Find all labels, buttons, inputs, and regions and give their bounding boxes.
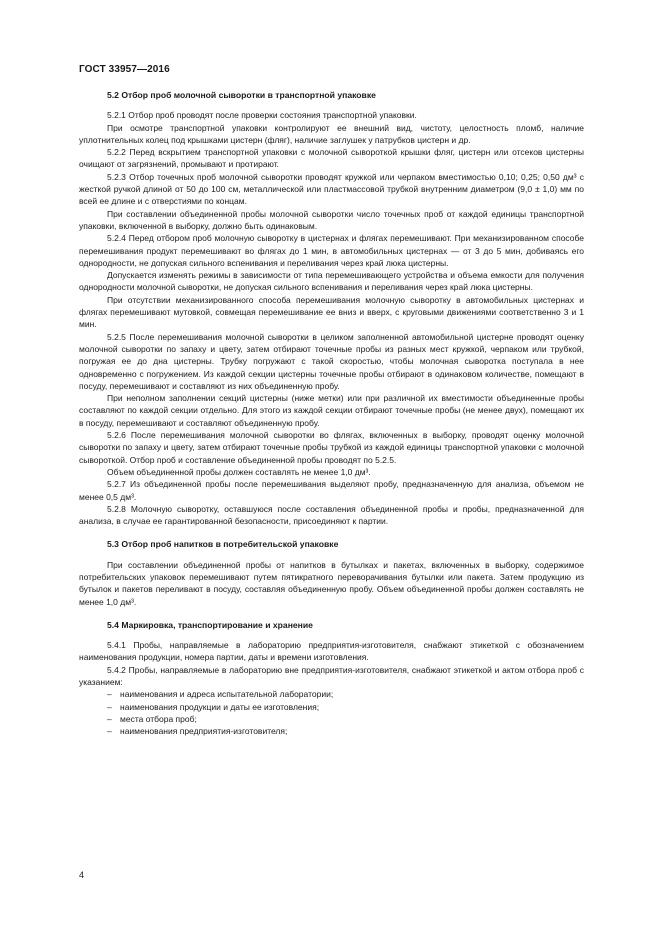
paragraph: При осмотре транспортной упаковки контролируют ее внешний вид, чистоту, целостность пломб, наличие уплотнительных колец под крышками цистерн (фляг), наличие заглушек у патрубков цистерн и др. xyxy=(79,122,584,145)
paragraph: 5.4.2 Пробы, направляемые в лабораторию вне предприятия-изготовителя, снабжают этикеткой и актом отбора проб с указанием: xyxy=(79,664,584,688)
paragraph: 5.2.7 Из объединенной пробы после перемешивания выделяют пробу, предназначенную для анализа, объемом не менее 0,5 дм³. xyxy=(79,479,584,502)
paragraph: 5.2.2 Перед вскрытием транспортной упаковки с молочной сывороткой крышки фляг, цистерн или отсеков цистерны очищают от загрязнений, промывают и протирают. xyxy=(79,147,584,170)
paragraph: 5.2.4 Перед отбором проб молочную сыворотку в цистернах и флягах перемешивают. При механизированном способе перемешивания продукт перемешивают во флягах до 1 мин, в автомобильных цистернах — от 3 до 5 мин, добиваясь его однородности, не допуская сильного вспенивания и переливания через край люка цистерны. xyxy=(79,233,584,268)
page-content xyxy=(79,89,584,749)
list-item: – места отбора проб; xyxy=(107,713,197,724)
paragraph: 5.2.5 После перемешивания молочной сыворотки в целиком заполненной автомобильной цистерне проводят оценку молочной сыворотки по запаху и цвету, затем отбирают точечные пробы из разных мест кружкой, черпаком или трубкой, погружая ее до дна цистерны. Трубку погружают с такой скоростью, чтобы молочная сыворотка поступала в нее одновременно с погружением. Из каждой секции цистерны точечные пробы отбирают в одинаковом количестве, помещают в посуду, перемешивают и составляют из них объединенную пробу. xyxy=(79,331,584,391)
paragraph: Объем объединенной пробы должен составлять не менее 1,0 дм³. xyxy=(107,466,371,477)
paragraph: При неполном заполнении секций цистерны (ниже метки) или при различной их вместимости объединенные пробы составляют по каждой секции отдельно. Для этого из каждой секции отбирают точечные пробы (не менее двух), помещают их в посуду, перемешивают и составляют объединенную пробу. xyxy=(79,393,584,428)
paragraph: При отсутствии механизированного способа перемешивания молочную сыворотку в автомобильных цистернах и флягах перемешивают мутовкой, совмещая перемешивание ее вниз и вверх, с круговыми движениями соответственно 3 и 1 мин. xyxy=(79,294,584,330)
section-title: 5.4 Маркировка, транспортирование и хранение xyxy=(107,619,313,630)
section-5-4 xyxy=(79,619,584,738)
paragraph: При составлении объединенной пробы от напитков в бутылках и пакетах, включенных в выборку, содержимое потребительских упаковок перемешивают путем пятикратного переворачивания бутылки или пакета. Затем продукцию из бутылок и пакетов переливают в посуду, составляя объединенную пробу. Объем объединенной пробы должен составлять не менее 1,0 дм³. xyxy=(79,559,584,607)
section-title: 5.3 Отбор проб напитков в потребительской упаковке xyxy=(107,539,339,550)
paragraph: 5.4.1 Пробы, направляемые в лабораторию предприятия-изготовителя, снабжают этикеткой с обозначением наименования продукции, номера партии, даты и времени изготовления. xyxy=(79,640,584,663)
list-item: – наименования и адреса испытательной лаборатории; xyxy=(107,689,334,700)
section-5-3 xyxy=(79,538,584,607)
list-item: – наименования продукции и даты ее изготовления; xyxy=(107,701,320,712)
page-number: 4 xyxy=(79,870,85,880)
paragraph: Допускается изменять режимы в зависимости от типа перемешивающего устройства и объема емкости для получения однородности молочной сыворотки, не допуская сильного вспенивания и переливания через край люка цистерны. xyxy=(79,270,584,293)
paragraph: 5.2.6 После перемешивания молочной сыворотки во флягах, включенных в выборку, проводят оценку молочной сыворотки по запаху и цвету, затем отбирают точечные пробы трубкой из каждой единицы транспортной упаковки с молочной сывороткой. Отбор проб и составление объединенной пробы проводят по 5.2.5. xyxy=(79,430,584,465)
document-code-header: ГОСТ 33957—2016 xyxy=(79,64,170,75)
paragraph: 5.2.8 Молочную сыворотку, оставшуюся после составления объединенной пробы и пробы, предназначенной для анализа, в случае ее гарантированной безопасности, присоединяют к партии. xyxy=(79,503,584,527)
section-title: 5.2 Отбор проб молочной сыворотки в транспортной упаковке xyxy=(107,90,376,100)
paragraph: При составлении объединенной пробы молочной сыворотки число точечных проб от каждой единицы транспортной упаковки, включенной в выборку, должно быть одинаковым. xyxy=(79,208,584,231)
paragraph: 5.2.1 Отбор проб проводят после проверки состояния транспортной упаковки. xyxy=(107,110,417,121)
section-5-2 xyxy=(79,89,584,527)
paragraph: 5.2.3 Отбор точечных проб молочной сыворотки проводят кружкой или черпаком вместимостью 0,10; 0,25; 0,50 дм³ с жесткой ручкой длиной от 50 до 100 см, металлической или пластмассовой трубкой внутренним диаметром (9,0 ± 1,0) мм по всей ее длине и с отверстиями по концам. xyxy=(79,171,584,207)
list-item: – наименования предприятия-изготовителя; xyxy=(107,726,288,737)
